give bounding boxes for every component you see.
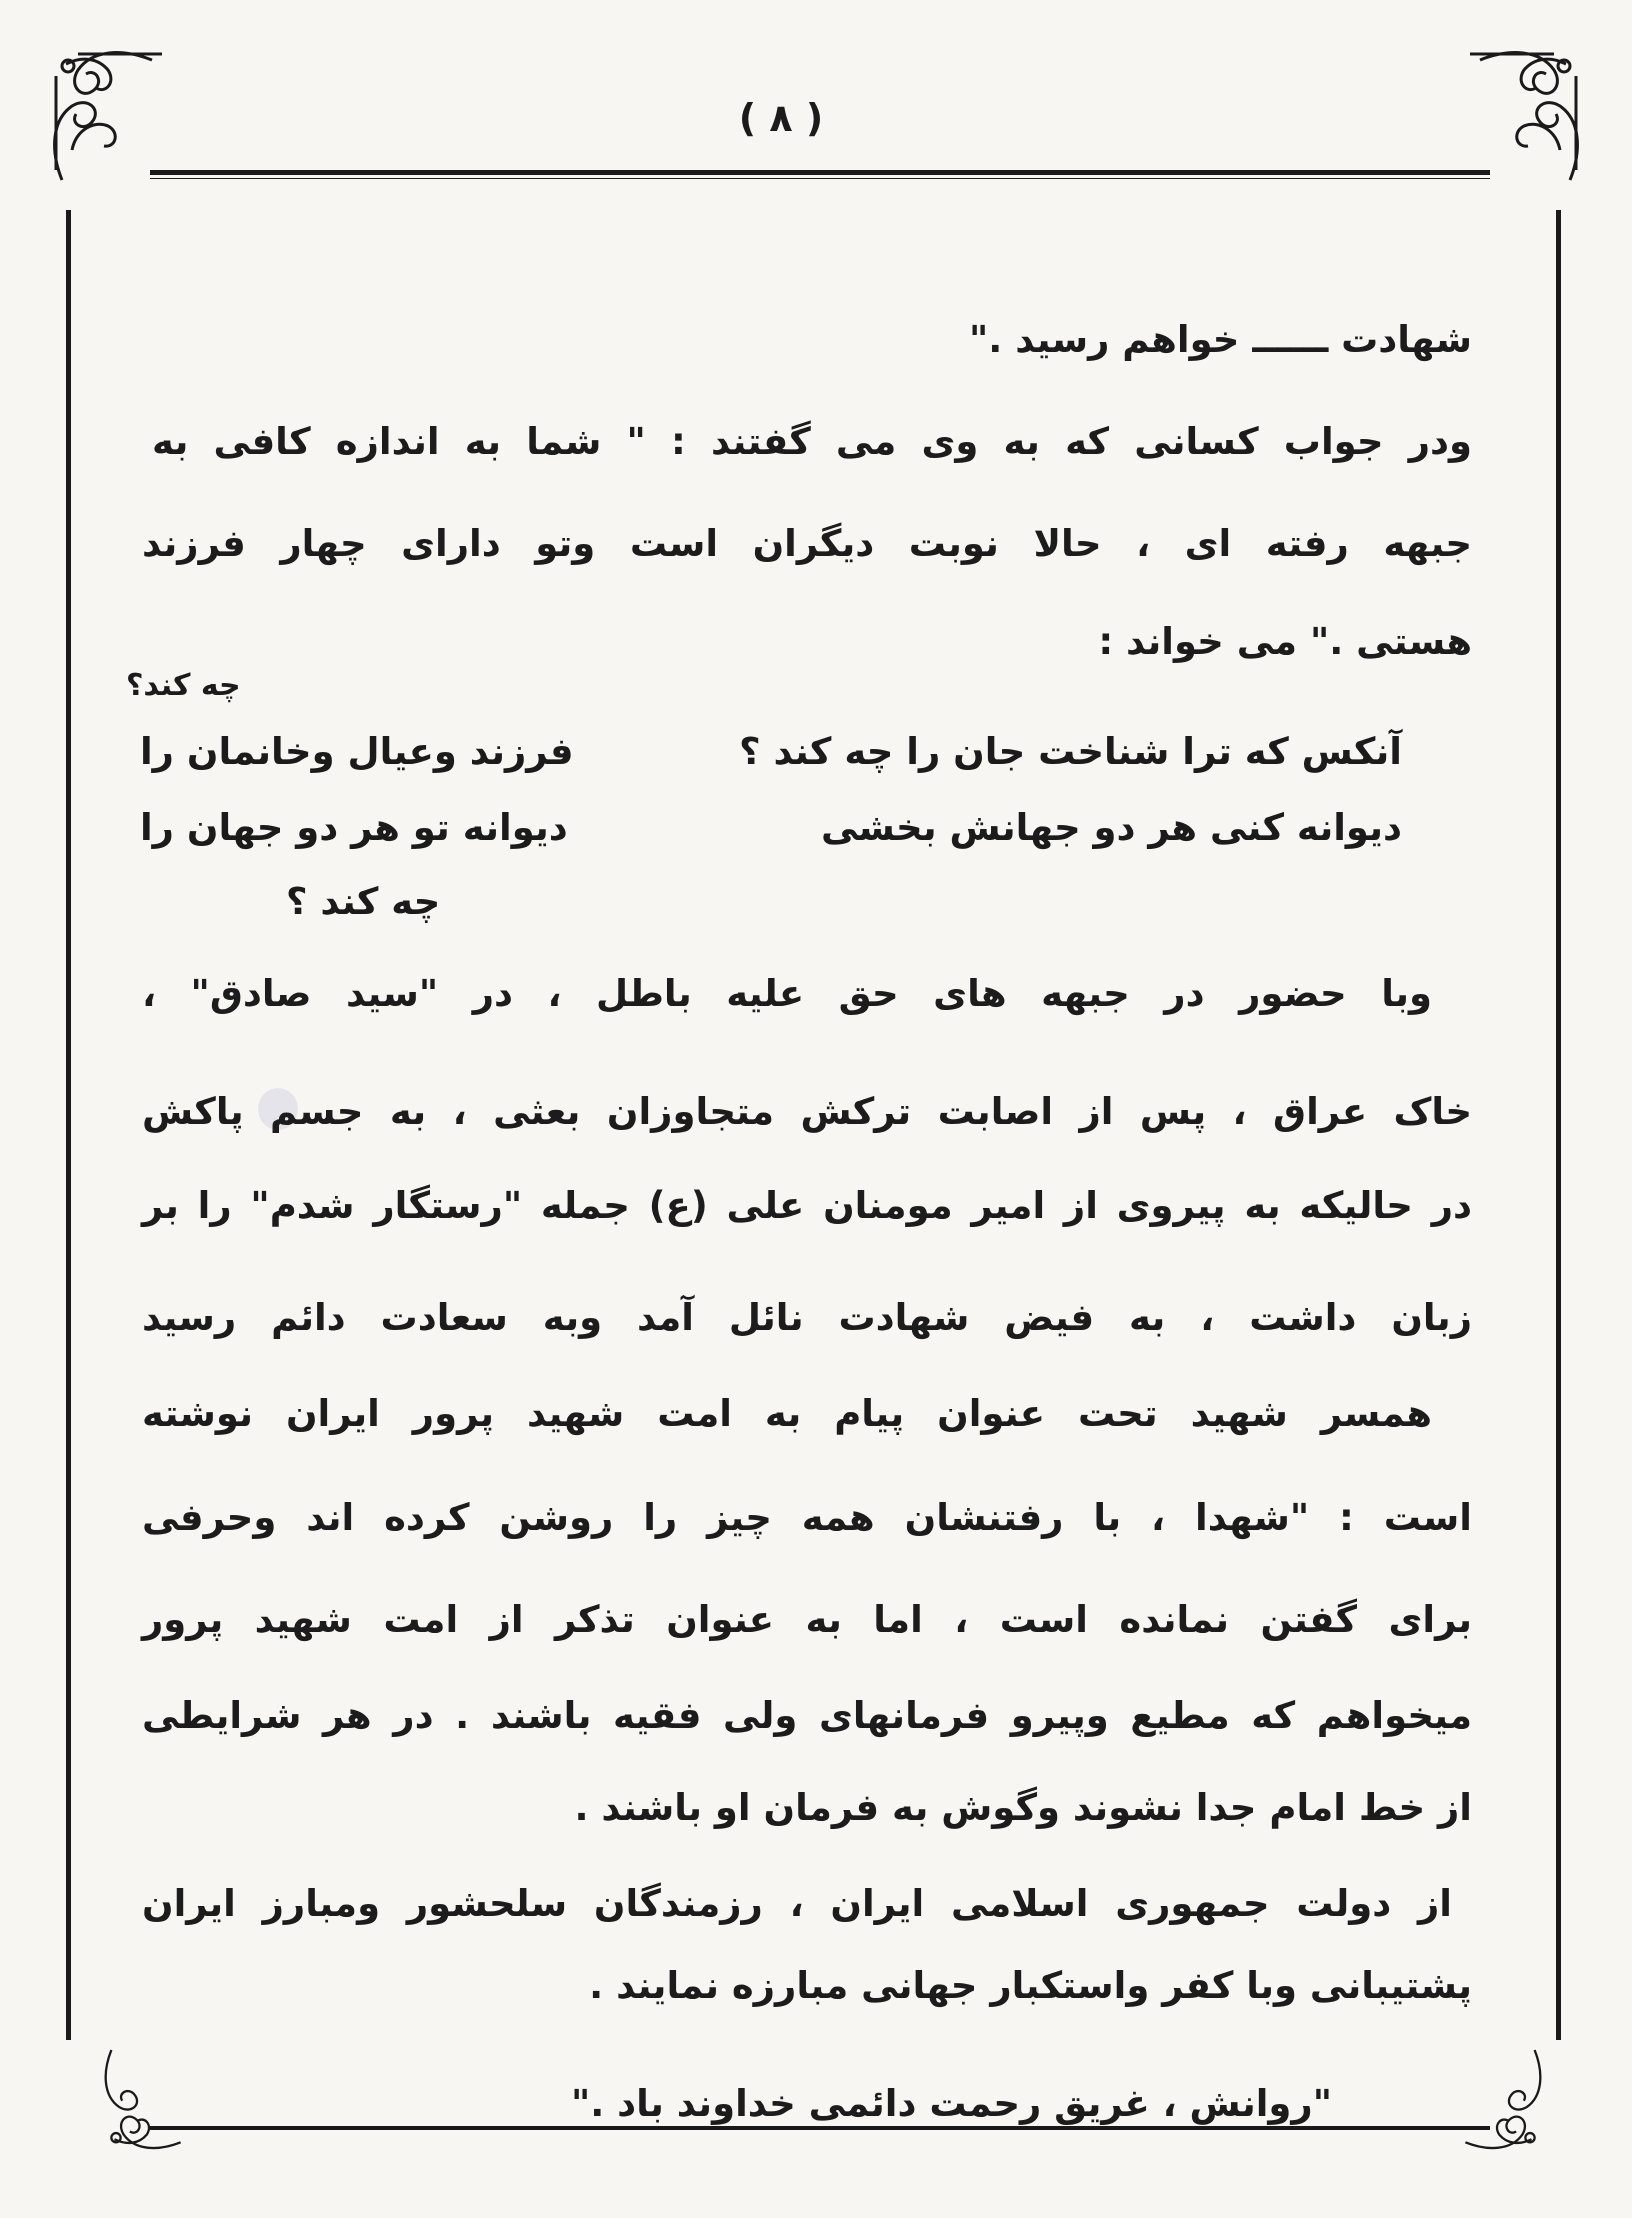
text-line-2: ودر جواب کسانی که به وی می گفتند : " شما به اندازه کافی به — [152, 420, 1472, 463]
poem-line-2-left: دیوانه تو هر دو جهان را — [140, 806, 568, 849]
text-line-9: همسر شهید تحت عنوان پیام به امت شهید پرور ایران نوشته — [142, 1392, 1432, 1435]
frame-top-line-inner — [150, 178, 1490, 179]
text-line-3: جبهه رفته ای ، حالا نوبت دیگران است وتو دارای چهار فرزند — [142, 522, 1472, 565]
text-line-15: پشتیبانی وبا کفر واستکبار جهانی مبارزه نمایند . — [589, 1964, 1472, 2007]
frame-left-line — [66, 210, 71, 2040]
poem-line-1-left: فرزند وعیال وخانمان را — [140, 730, 574, 773]
frame-top-line — [150, 170, 1490, 175]
text-line-11: برای گفتن نمانده است ، اما به عنوان تذکر از امت شهید پرور — [142, 1598, 1472, 1641]
text-line-1: شهادت ــــــ خواهم رسید ." — [969, 318, 1472, 361]
text-line-8: زبان داشت ، به فیض شهادت نائل آمد وبه سعادت دائم رسید — [142, 1296, 1472, 1339]
text-line-4: هستی ." می خواند : — [1098, 620, 1472, 663]
corner-ornament-bottom-right — [1450, 2040, 1550, 2160]
corner-ornament-top-right — [1460, 40, 1590, 190]
frame-right-line — [1556, 210, 1561, 2040]
poem-line-2-right: دیوانه کنی هر دو جهانش بخشی — [820, 806, 1402, 849]
poem-line-1-right: آنکس که ترا شناخت جان را چه کند ؟ — [739, 730, 1402, 773]
text-line-12: میخواهم که مطیع وپیرو فرمانهای ولی فقیه باشند . در هر شرایطی — [142, 1694, 1472, 1737]
text-line-13: از خط امام جدا نشوند وگوش به فرمان او باشند . — [574, 1786, 1472, 1829]
frame-bottom-line — [150, 2126, 1490, 2130]
page-number: ( ٨ ) — [738, 96, 824, 140]
text-line-7: در حالیکه به پیروی از امیر مومنان علی (ع) جمله "رستگار شدم" را بر — [142, 1184, 1472, 1227]
text-line-5: وبا حضور در جبهه های حق علیه باطل ، در "سید صادق" ، — [142, 972, 1432, 1015]
corner-ornament-bottom-left — [96, 2040, 196, 2160]
text-line-10: است : "شهدا ، با رفتنشان همه چیز را روشن کرده اند وحرفی — [142, 1496, 1472, 1539]
corner-ornament-top-left — [42, 40, 172, 190]
text-line-16: "روانش ، غریق رحمت دائمی خداوند باد ." — [570, 2082, 1332, 2125]
text-line-14: از دولت جمهوری اسلامی ایران ، رزمندگان سلحشور ومبارز ایران — [142, 1882, 1452, 1925]
margin-note: چه کند؟ — [126, 668, 241, 703]
text-line-6: خاک عراق ، پس از اصابت ترکش متجاوزان بعثی ، به جسم پاکش — [142, 1090, 1472, 1133]
poem-line-3: چه کند ؟ — [286, 880, 441, 923]
